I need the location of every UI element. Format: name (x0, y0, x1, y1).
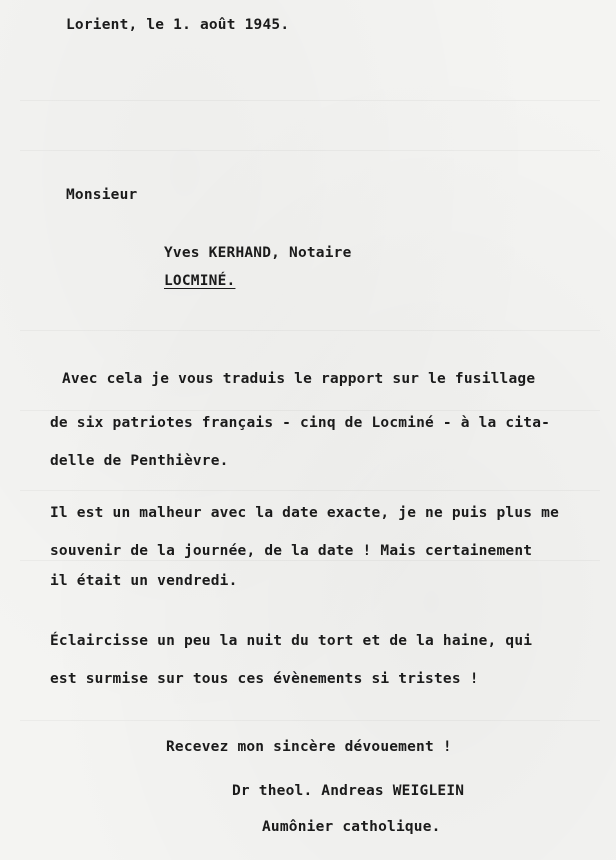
signature-title: Aumônier catholique. (262, 819, 441, 835)
recipient-name: Yves KERHAND, Notaire (164, 245, 352, 261)
body-paragraph-3-line-1: Éclaircisse un peu la nuit du tort et de la haine, qui (50, 633, 533, 649)
recipient-place: LOCMINÉ. (164, 273, 236, 289)
body-paragraph-2-line-2: souvenir de la journée, de la date ! Mais certainement (50, 543, 533, 559)
salutation: Monsieur (66, 187, 138, 203)
show-through-line (20, 560, 600, 561)
show-through-line (20, 720, 600, 721)
signature-name: Dr theol. Andreas WEIGLEIN (232, 783, 465, 799)
body-paragraph-1-line-3: delle de Penthièvre. (50, 453, 229, 469)
show-through-line (20, 150, 600, 151)
body-paragraph-1-line-1: Avec cela je vous traduis le rapport sur le fusillage (62, 371, 536, 387)
show-through-line (20, 100, 600, 101)
body-paragraph-2-line-1: Il est un malheur avec la date exacte, je ne puis plus me (50, 505, 559, 521)
show-through-line (20, 410, 600, 411)
body-paragraph-3-line-2: est surmise sur tous ces évènements si tristes ! (50, 671, 479, 687)
closing-line: Recevez mon sincère dévouement ! (166, 739, 452, 755)
show-through-line (20, 330, 600, 331)
body-paragraph-1-line-2: de six patriotes français - cinq de Locminé - à la cita- (50, 415, 551, 431)
show-through-line (20, 490, 600, 491)
dateline: Lorient, le 1. août 1945. (66, 17, 290, 33)
body-paragraph-2-line-3: il était un vendredi. (50, 573, 238, 589)
